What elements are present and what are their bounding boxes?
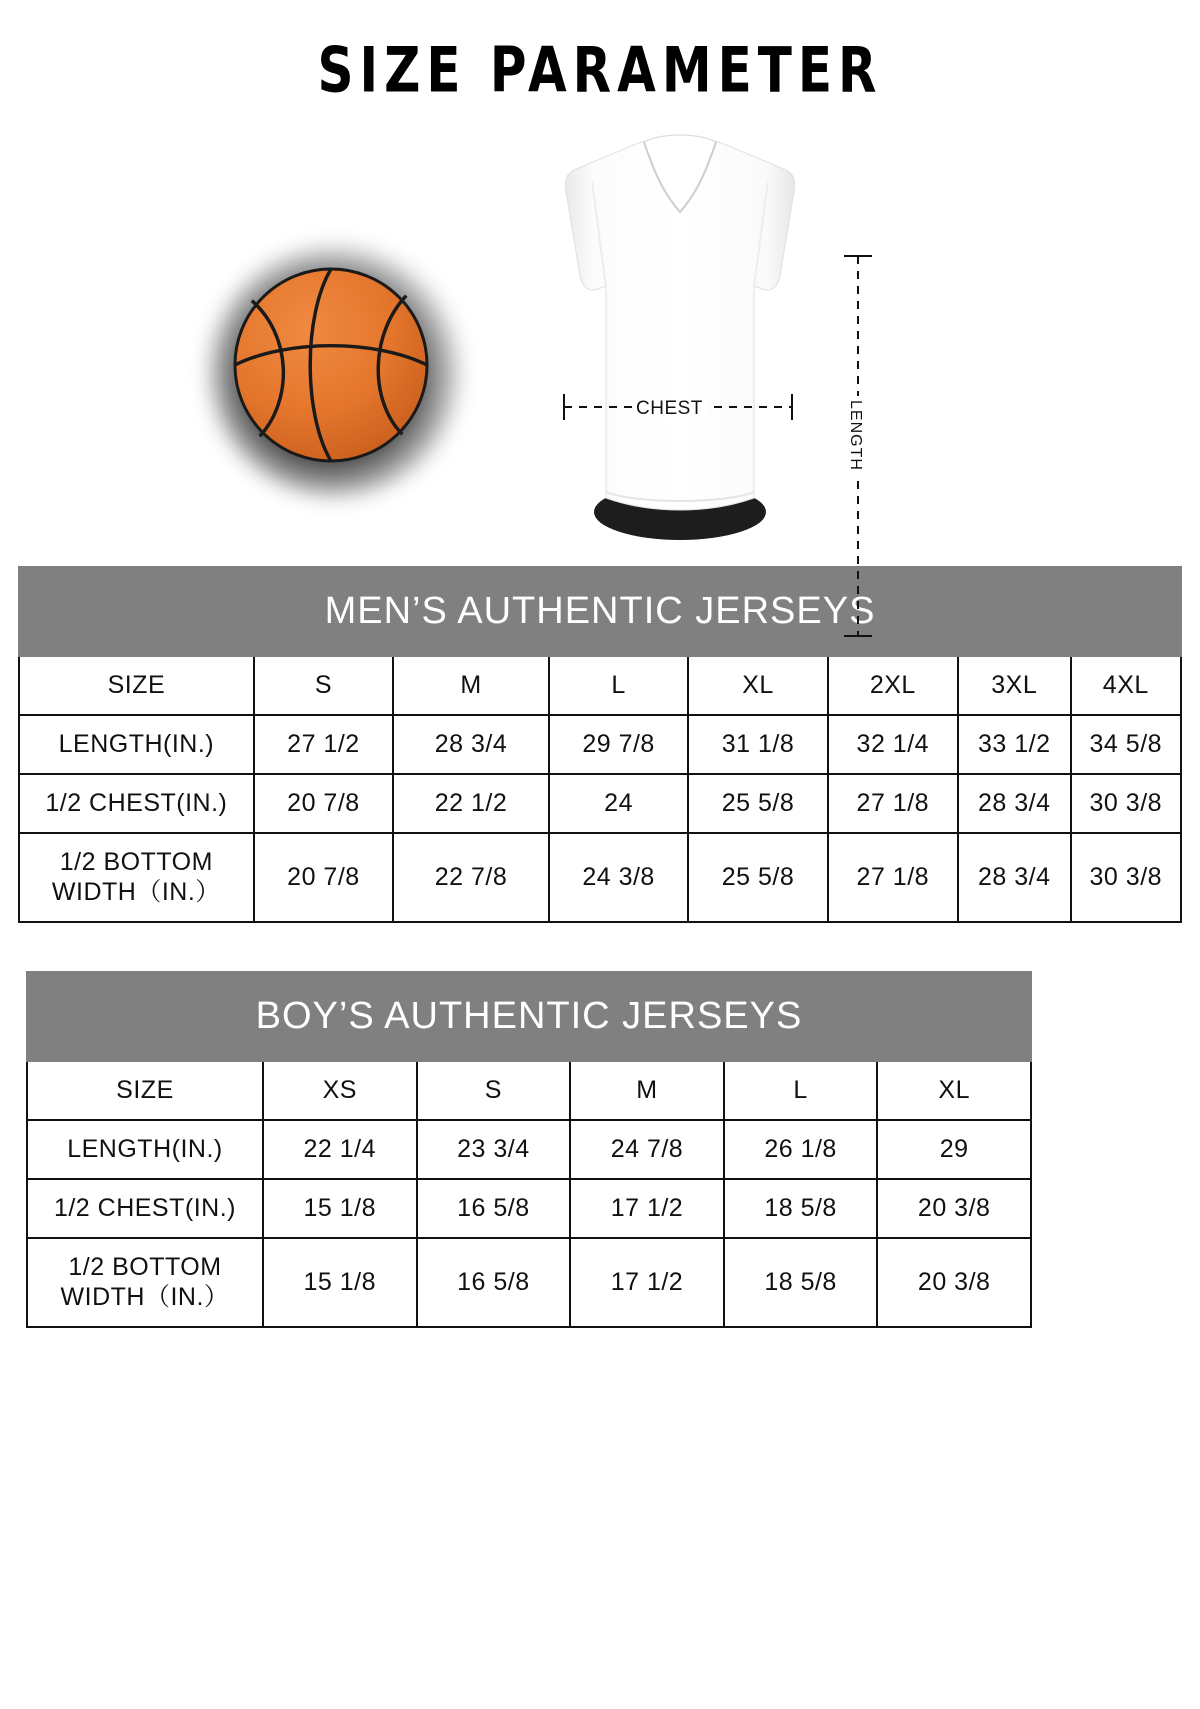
- row-label-half-chest: 1/2 CHEST(IN.): [19, 774, 254, 833]
- page-title: SIZE PARAMETER: [317, 34, 883, 107]
- header-cell-l: L: [724, 1061, 878, 1120]
- illustration-area: [0, 126, 1200, 556]
- cell: 20 7/8: [254, 774, 393, 833]
- mens-size-table-block: [18, 566, 1182, 923]
- cell: 31 1/8: [688, 715, 827, 774]
- row-label-half-bottom-width: 1/2 BOTTOM WIDTH（IN.）: [27, 1238, 263, 1327]
- cell: 16 5/8: [417, 1238, 571, 1327]
- mens-size-table: [18, 566, 1182, 923]
- cell: 27 1/8: [828, 774, 958, 833]
- boys-size-table-block: [26, 971, 1032, 1328]
- table-banner-row: [19, 567, 1181, 656]
- row-label-half-bottom-width: 1/2 BOTTOM WIDTH（IN.）: [19, 833, 254, 922]
- cell: 30 3/8: [1071, 833, 1181, 922]
- cell: 29: [877, 1120, 1031, 1179]
- cell: 24 3/8: [549, 833, 688, 922]
- cell: 27 1/8: [828, 833, 958, 922]
- table-row: [19, 774, 1181, 833]
- cell: 30 3/8: [1071, 774, 1181, 833]
- cell: 20 3/8: [877, 1179, 1031, 1238]
- cell: 24: [549, 774, 688, 833]
- cell: 34 5/8: [1071, 715, 1181, 774]
- row-label-length: LENGTH(IN.): [27, 1120, 263, 1179]
- table-row: [27, 1120, 1031, 1179]
- cell: 16 5/8: [417, 1179, 571, 1238]
- header-cell-s: S: [417, 1061, 571, 1120]
- cell: 23 3/4: [417, 1120, 571, 1179]
- header-cell-size: SIZE: [19, 656, 254, 715]
- cell: 32 1/4: [828, 715, 958, 774]
- header-cell-3xl: 3XL: [958, 656, 1071, 715]
- cell: 29 7/8: [549, 715, 688, 774]
- header-cell-2xl: 2XL: [828, 656, 958, 715]
- cell: 15 1/8: [263, 1179, 417, 1238]
- cell: 20 3/8: [877, 1238, 1031, 1327]
- cell: 15 1/8: [263, 1238, 417, 1327]
- cell: 27 1/2: [254, 715, 393, 774]
- header-cell-xs: XS: [263, 1061, 417, 1120]
- boys-size-table: [26, 971, 1032, 1328]
- table-row: [27, 1179, 1031, 1238]
- cell: 22 1/4: [263, 1120, 417, 1179]
- cell: 22 7/8: [393, 833, 549, 922]
- cell: 28 3/4: [958, 833, 1071, 922]
- table-header-row: [19, 656, 1181, 715]
- cell: 28 3/4: [393, 715, 549, 774]
- header-cell-m: M: [570, 1061, 724, 1120]
- basketball-icon: [232, 266, 430, 464]
- header-cell-4xl: 4XL: [1071, 656, 1181, 715]
- header-cell-s: S: [254, 656, 393, 715]
- cell: 18 5/8: [724, 1238, 878, 1327]
- table-row: [19, 833, 1181, 922]
- jersey-illustration: [540, 126, 820, 546]
- row-label-half-chest: 1/2 CHEST(IN.): [27, 1179, 263, 1238]
- header-cell-l: L: [549, 656, 688, 715]
- cell: 22 1/2: [393, 774, 549, 833]
- cell: 17 1/2: [570, 1179, 724, 1238]
- cell: 28 3/4: [958, 774, 1071, 833]
- cell: 20 7/8: [254, 833, 393, 922]
- header-cell-size: SIZE: [27, 1061, 263, 1120]
- header-cell-xl: XL: [688, 656, 827, 715]
- header-cell-m: M: [393, 656, 549, 715]
- basketball-illustration: [232, 266, 442, 476]
- header-cell-xl: XL: [877, 1061, 1031, 1120]
- length-measure-label: LENGTH: [846, 396, 864, 475]
- cell: 33 1/2: [958, 715, 1071, 774]
- table-header-row: [27, 1061, 1031, 1120]
- mens-table-banner: MEN’S AUTHENTIC JERSEYS: [19, 567, 1181, 656]
- jersey-icon: [540, 126, 820, 546]
- table-row: [27, 1238, 1031, 1327]
- table-banner-row: [27, 972, 1031, 1061]
- cell: 24 7/8: [570, 1120, 724, 1179]
- cell: 26 1/8: [724, 1120, 878, 1179]
- cell: 25 5/8: [688, 833, 827, 922]
- boys-table-banner: BOY’S AUTHENTIC JERSEYS: [27, 972, 1031, 1061]
- table-row: [19, 715, 1181, 774]
- cell: 18 5/8: [724, 1179, 878, 1238]
- cell: 25 5/8: [688, 774, 827, 833]
- chest-measure-label: CHEST: [632, 398, 707, 420]
- row-label-length: LENGTH(IN.): [19, 715, 254, 774]
- cell: 17 1/2: [570, 1238, 724, 1327]
